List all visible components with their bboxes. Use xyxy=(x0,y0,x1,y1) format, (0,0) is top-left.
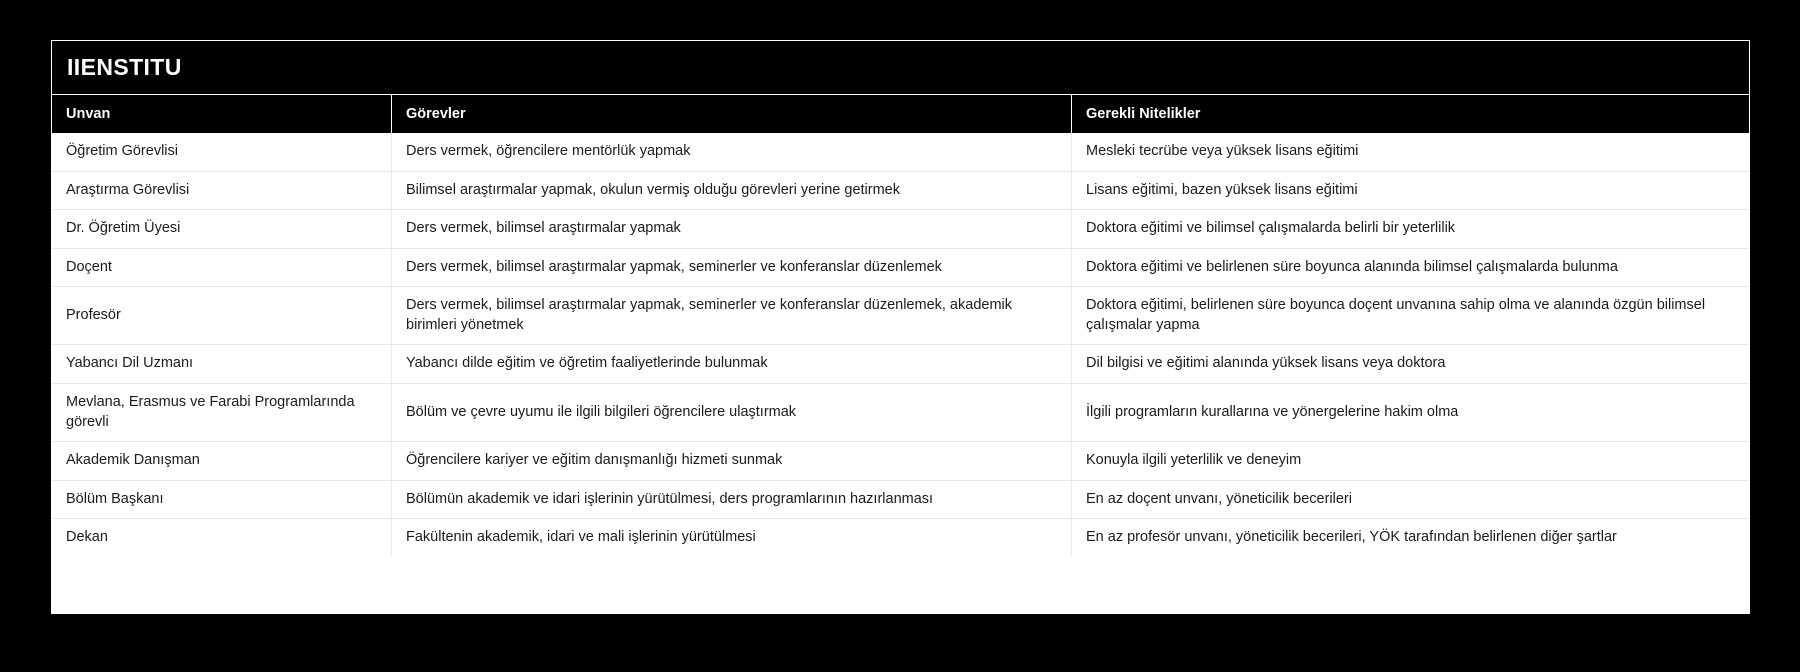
cell-text: Mevlana, Erasmus ve Farabi Programlarında görevli xyxy=(66,393,355,430)
column-header-gerekli-nitelikler[interactable]: Gerekli Nitelikler xyxy=(1071,95,1749,133)
table-row xyxy=(52,345,1749,384)
cell-text: Bölüm Başkanı xyxy=(66,490,164,507)
table-cell-unvan xyxy=(52,384,391,441)
table-cell-nitelikler xyxy=(1071,287,1749,344)
cell-text: Öğrencilere kariyer ve eğitim danışmanlığı hizmeti sunmak xyxy=(406,452,783,469)
cell-text: Doktora eğitimi, belirlenen süre boyunca doçent unvanına sahip olma ve alanında özgün bilimsel çalışmalar yapma xyxy=(1086,297,1706,333)
table-body xyxy=(52,133,1749,614)
table-cell-gorevler xyxy=(391,172,1071,210)
cell-text: Araştırma Görevlisi xyxy=(66,181,190,198)
cell-text: Akademik Danışman xyxy=(66,452,200,469)
table-row xyxy=(52,384,1749,442)
table-cell-unvan xyxy=(52,172,391,210)
cell-text: Mesleki tecrübe veya yüksek lisans eğitimi xyxy=(1086,143,1359,159)
table-header-row xyxy=(52,95,1749,133)
table-cell-gorevler xyxy=(391,210,1071,248)
table-cell-gorevler xyxy=(391,133,1071,171)
cell-text: Ders vermek, bilimsel araştırmalar yapmak xyxy=(406,220,681,237)
cell-text: Ders vermek, bilimsel araştırmalar yapmak, seminerler ve konferanslar düzenlemek xyxy=(406,258,942,275)
brand-bar xyxy=(52,41,1749,95)
table-row xyxy=(52,133,1749,172)
cell-text: Doçent xyxy=(66,258,112,275)
table-cell-unvan xyxy=(52,345,391,383)
table-cell-nitelikler xyxy=(1071,442,1749,480)
table-cell-nitelikler xyxy=(1071,249,1749,287)
table-cell-unvan xyxy=(52,287,391,344)
cell-text: Öğretim Görevlisi xyxy=(66,143,178,159)
academic-titles-table-card xyxy=(51,40,1750,614)
table-row xyxy=(52,442,1749,481)
table-row xyxy=(52,287,1749,345)
cell-text: Bilimsel araştırmalar yapmak, okulun vermiş olduğu görevleri yerine getirmek xyxy=(406,181,900,198)
table-cell-nitelikler xyxy=(1071,481,1749,519)
table-row xyxy=(52,481,1749,520)
cell-text: Lisans eğitimi, bazen yüksek lisans eğitimi xyxy=(1086,181,1358,198)
cell-text: Konuyla ilgili yeterlilik ve deneyim xyxy=(1086,452,1302,469)
table-row xyxy=(52,519,1749,557)
cell-text: Dekan xyxy=(66,529,108,546)
table-cell-gorevler xyxy=(391,345,1071,383)
table-cell-unvan xyxy=(52,249,391,287)
cell-text: Dr. Öğretim Üyesi xyxy=(66,220,181,237)
cell-text: Fakültenin akademik, idari ve mali işlerinin yürütülmesi xyxy=(406,529,756,546)
cell-text: Doktora eğitimi ve belirlenen süre boyunca alanında bilimsel çalışmalarda bulunma xyxy=(1086,258,1618,275)
cell-text: Ders vermek, öğrencilere mentörlük yapmak xyxy=(406,143,691,159)
table-cell-nitelikler xyxy=(1071,519,1749,557)
table-cell-unvan xyxy=(52,133,391,171)
table-cell-nitelikler xyxy=(1071,133,1749,171)
table-cell-nitelikler xyxy=(1071,384,1749,441)
column-header-gorevler[interactable]: Görevler xyxy=(391,95,1071,133)
table-cell-unvan xyxy=(52,210,391,248)
cell-text: En az doçent unvanı, yöneticilik becerileri xyxy=(1086,490,1352,507)
table-row xyxy=(52,172,1749,211)
table-cell-gorevler xyxy=(391,287,1071,344)
table-cell-nitelikler xyxy=(1071,210,1749,248)
table-cell-nitelikler xyxy=(1071,345,1749,383)
cell-text: En az profesör unvanı, yöneticilik becerileri, YÖK tarafından belirlenen diğer şartlar xyxy=(1086,529,1617,546)
cell-text: İlgili programların kurallarına ve yönergelerine hakim olma xyxy=(1086,403,1459,420)
cell-text: Doktora eğitimi ve bilimsel çalışmalarda belirli bir yeterlilik xyxy=(1086,220,1456,237)
cell-text: Bölümün akademik ve idari işlerinin yürütülmesi, ders programlarının hazırlanması xyxy=(406,490,934,507)
table-row xyxy=(52,210,1749,249)
cell-text: Ders vermek, bilimsel araştırmalar yapmak, seminerler ve konferanslar düzenlemek, akademik birimleri yönetmek xyxy=(406,297,1012,333)
table-cell-gorevler xyxy=(391,249,1071,287)
table-cell-unvan xyxy=(52,481,391,519)
table-cell-gorevler xyxy=(391,519,1071,557)
cell-text: Profesör xyxy=(66,307,121,324)
table-cell-gorevler xyxy=(391,384,1071,441)
cell-text: Yabancı Dil Uzmanı xyxy=(66,355,194,372)
cell-text: Dil bilgisi ve eğitimi alanında yüksek lisans veya doktora xyxy=(1086,355,1446,372)
table-cell-gorevler xyxy=(391,481,1071,519)
cell-text: Bölüm ve çevre uyumu ile ilgili bilgileri öğrencilere ulaştırmak xyxy=(406,403,797,420)
cell-text: Yabancı dilde eğitim ve öğretim faaliyetlerinde bulunmak xyxy=(406,355,768,372)
table-cell-unvan xyxy=(52,442,391,480)
column-header-unvan[interactable]: Unvan xyxy=(66,106,111,122)
table-row xyxy=(52,249,1749,288)
table-cell-nitelikler xyxy=(1071,172,1749,210)
table-cell-gorevler xyxy=(391,442,1071,480)
table-cell-unvan xyxy=(52,519,391,557)
brand-title: IIENSTITU xyxy=(67,54,182,80)
